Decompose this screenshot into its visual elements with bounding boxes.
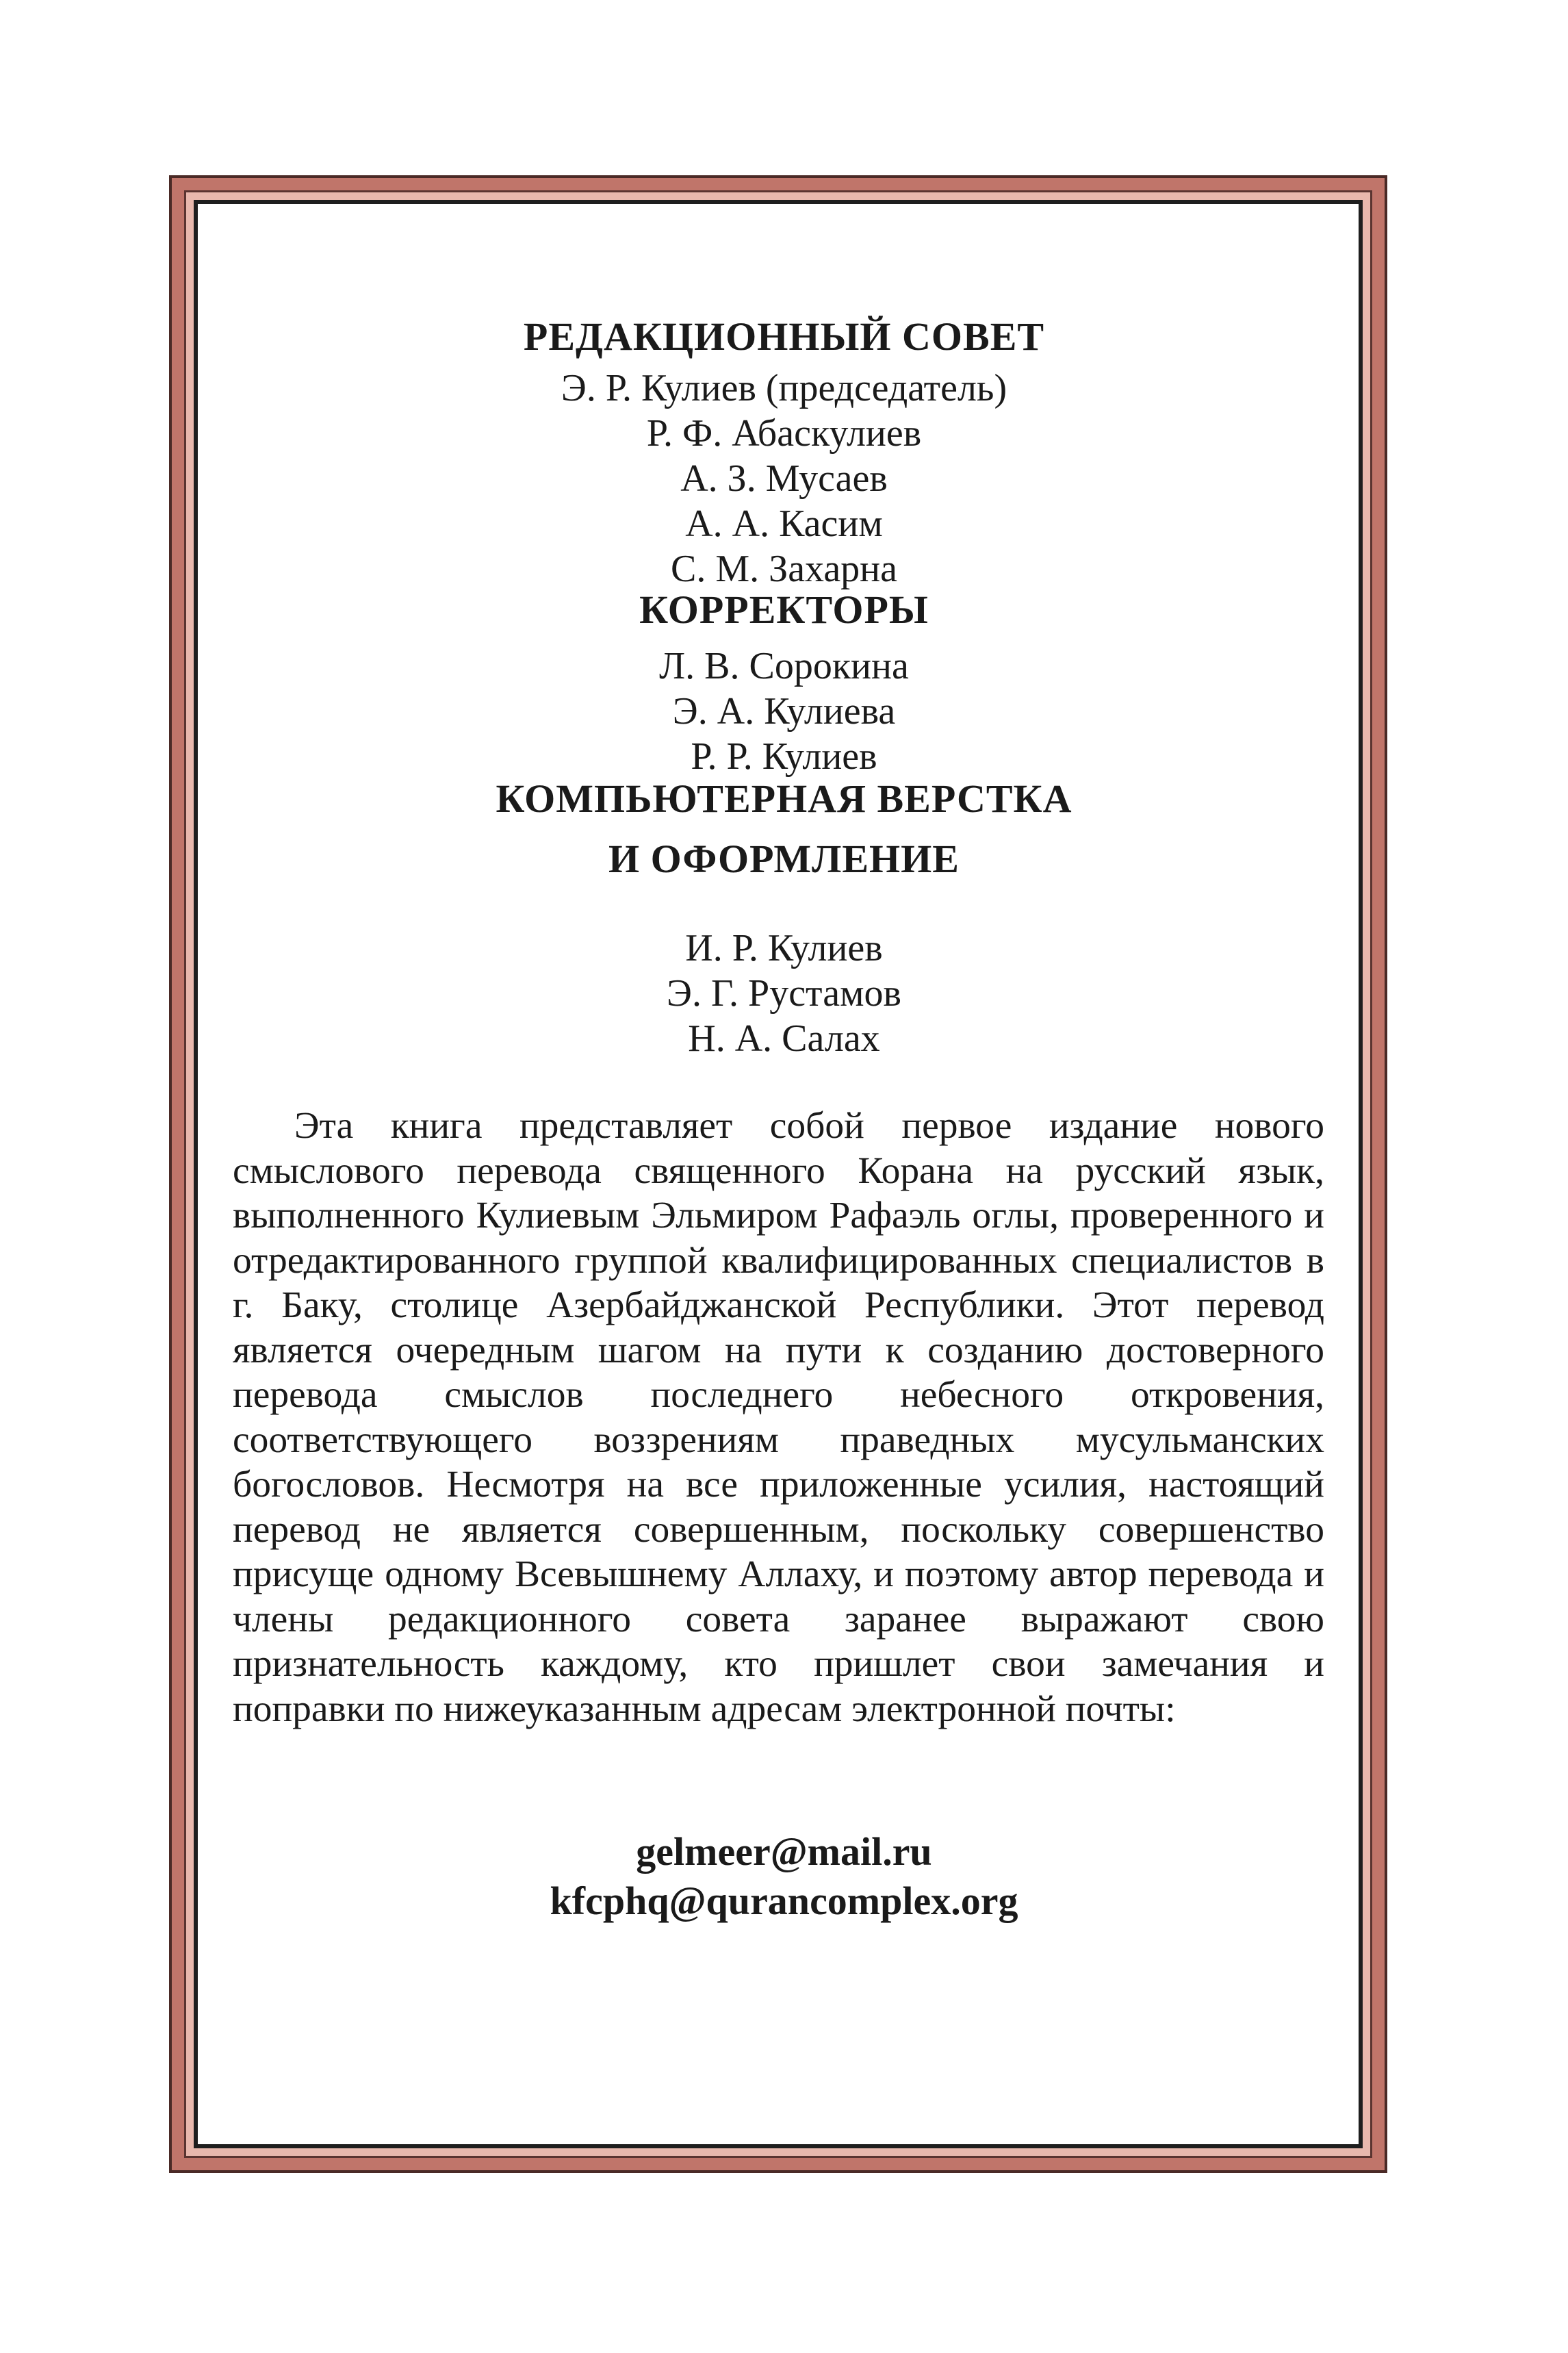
editorial-board-member: Р. Ф. Абаскулиев <box>646 412 922 455</box>
contact-email-2: kfcphq@qurancomplex.org <box>550 1879 1018 1923</box>
layout-design-member: И. Р. Кулиев <box>685 927 883 969</box>
layout-design-member: Н. А. Салах <box>688 1017 880 1060</box>
editorial-board-member: Э. Р. Кулиев (председатель) <box>561 367 1007 409</box>
book-description-paragraph: Эта книга представляет собой первое издание нового смыслового перевода священного Корана на русский язык, выполненного Кулиевым Эльмиром Рафаэль оглы, проверенного и отредактированного группой квалифицированных специалистов в г. Баку, столице Азербайджанской Республики. Этот перевод является очередным шагом на пути к созданию достоверного перевода смыслов последнего небесного откровения, соответствующего воззрениям праведных мусульманских богословов. Несмотря на все приложенные усилия, настоящий перевод не является совершенным, поскольку совершенство присуще одному Всевышнему Аллаху, и поэтому автор перевода и члены редакционного совета заранее выражают свою признательность каждому, кто пришлет свои замечания и поправки по нижеуказанным адресам электронной почты: <box>233 1105 1324 1730</box>
proofreader-member: Р. Р. Кулиев <box>691 735 877 778</box>
proofreader-member: Э. А. Кулиева <box>672 690 896 733</box>
editorial-board-member: С. М. Захарна <box>671 548 897 590</box>
proofreaders-heading: КОРРЕКТОРЫ <box>639 587 929 632</box>
layout-design-heading-line1: КОМПЬЮТЕРНАЯ ВЕРСТКА <box>496 776 1072 821</box>
editorial-board-heading: РЕДАКЦИОННЫЙ СОВЕТ <box>523 314 1045 359</box>
proofreader-member: Л. В. Сорокина <box>659 645 909 687</box>
editorial-board-member: А. А. Касим <box>685 503 883 545</box>
editorial-board-member: А. З. Мусаев <box>680 457 888 500</box>
contact-email-1: gelmeer@mail.ru <box>636 1829 932 1874</box>
layout-design-member: Э. Г. Рустамов <box>667 972 901 1015</box>
layout-design-heading-line2: И ОФОРМЛЕНИЕ <box>608 837 960 881</box>
